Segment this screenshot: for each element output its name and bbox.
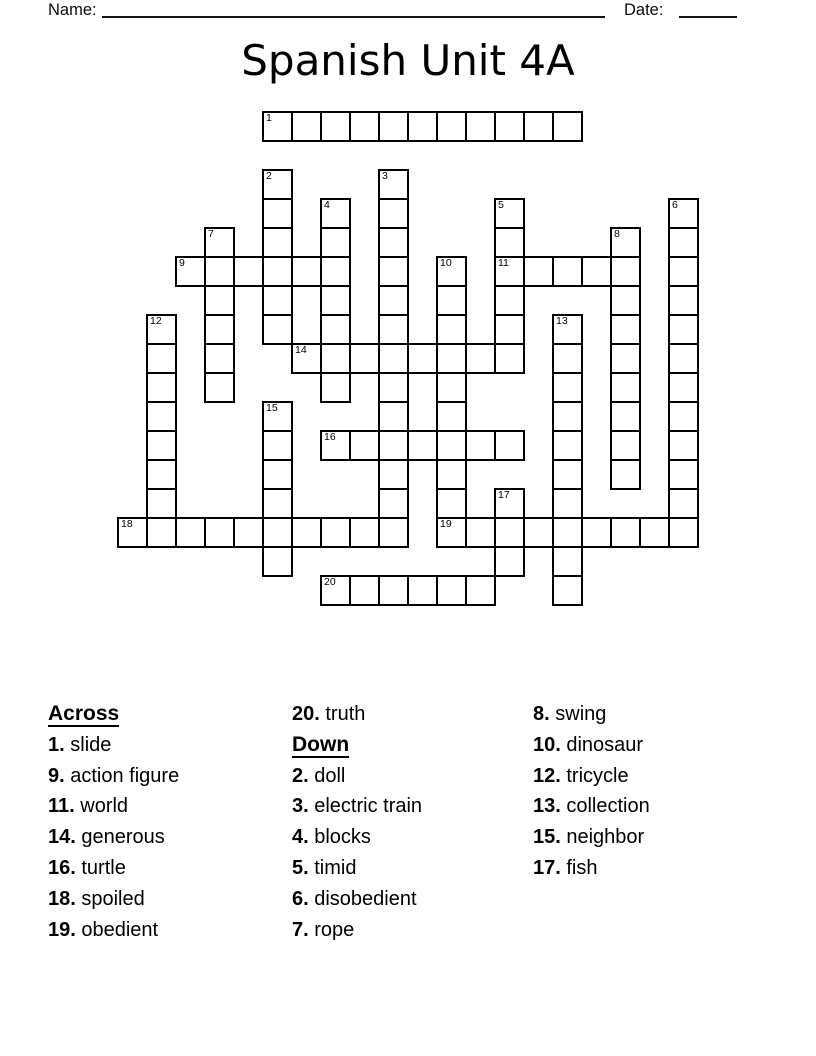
grid-cell[interactable] xyxy=(204,227,235,258)
cell-number: 11 xyxy=(498,257,509,269)
grid-cell[interactable] xyxy=(668,517,699,548)
across-clue-20 xyxy=(292,699,540,730)
grid-cell[interactable] xyxy=(668,430,699,461)
grid-cell[interactable] xyxy=(465,575,496,606)
cell-number: 14 xyxy=(295,344,307,356)
grid-cell[interactable] xyxy=(262,546,293,577)
down-clue-8 xyxy=(533,699,781,730)
grid-cell[interactable] xyxy=(320,256,351,287)
grid-cell[interactable] xyxy=(668,459,699,490)
down-clue-4 xyxy=(292,822,540,853)
grid-cell[interactable] xyxy=(262,111,293,142)
clue-text: dinosaur xyxy=(560,733,644,756)
clue-text: fish xyxy=(560,856,598,879)
clue-text: neighbor xyxy=(560,826,645,849)
clue-number: 13. xyxy=(533,795,561,818)
grid-cell[interactable] xyxy=(552,401,583,432)
grid-cell[interactable] xyxy=(610,314,641,345)
grid-cell[interactable] xyxy=(378,517,409,548)
grid-cell[interactable] xyxy=(436,372,467,403)
cell-number: 10 xyxy=(440,257,452,269)
grid-cell[interactable] xyxy=(552,372,583,403)
grid-cell[interactable] xyxy=(552,256,583,287)
across-clue-11 xyxy=(48,791,296,822)
grid-cell[interactable] xyxy=(668,401,699,432)
grid-cell[interactable] xyxy=(175,517,206,548)
grid-cell[interactable] xyxy=(320,517,351,548)
grid-cell[interactable] xyxy=(262,459,293,490)
down-clue-10 xyxy=(533,730,781,761)
clue-number: 3. xyxy=(292,795,309,818)
across-clue-14 xyxy=(48,822,296,853)
name-label: Name: xyxy=(48,1,97,19)
grid-cell[interactable] xyxy=(262,227,293,258)
grid-cell[interactable] xyxy=(552,111,583,142)
date-label: Date: xyxy=(624,1,664,19)
clue-text: slide xyxy=(64,733,112,756)
clue-header-text: Down xyxy=(292,732,350,756)
grid-cell[interactable] xyxy=(204,372,235,403)
grid-cell[interactable] xyxy=(378,575,409,606)
grid-cell[interactable] xyxy=(407,430,438,461)
grid-cell[interactable] xyxy=(378,372,409,403)
clue-text: electric train xyxy=(308,795,423,818)
grid-cell[interactable] xyxy=(494,343,525,374)
grid-cell[interactable] xyxy=(610,401,641,432)
clue-text: world xyxy=(74,795,129,818)
grid-cell[interactable] xyxy=(349,111,380,142)
clue-number: 1. xyxy=(48,733,65,756)
cell-number: 19 xyxy=(440,518,452,530)
clue-text: rope xyxy=(308,918,355,941)
clue-text: truth xyxy=(319,703,366,725)
grid-cell[interactable] xyxy=(262,169,293,200)
grid-cell[interactable] xyxy=(436,111,467,142)
clue-text: blocks xyxy=(308,826,371,849)
grid-cell[interactable] xyxy=(552,459,583,490)
clue-number: 10. xyxy=(533,733,561,756)
grid-cell[interactable] xyxy=(552,575,583,606)
grid-cell[interactable] xyxy=(233,517,264,548)
grid-cell[interactable] xyxy=(668,256,699,287)
clue-column-2 xyxy=(292,699,540,945)
grid-cell[interactable] xyxy=(320,343,351,374)
clue-number: 7. xyxy=(292,918,309,941)
grid-cell[interactable] xyxy=(146,401,177,432)
grid-cell[interactable] xyxy=(262,488,293,519)
grid-cell[interactable] xyxy=(204,314,235,345)
down-clue-3 xyxy=(292,791,540,822)
clue-text: turtle xyxy=(75,856,126,879)
grid-cell[interactable] xyxy=(378,459,409,490)
grid-cell[interactable] xyxy=(291,111,322,142)
grid-cell[interactable] xyxy=(552,430,583,461)
grid-cell[interactable] xyxy=(639,517,670,548)
grid-cell[interactable] xyxy=(436,517,467,548)
cell-number: 3 xyxy=(382,170,388,182)
grid-cell[interactable] xyxy=(668,227,699,258)
grid-cell[interactable] xyxy=(436,488,467,519)
grid-cell[interactable] xyxy=(523,256,554,287)
down-clue-12 xyxy=(533,761,781,792)
grid-cell[interactable] xyxy=(668,372,699,403)
grid-cell[interactable] xyxy=(494,227,525,258)
grid-cell[interactable] xyxy=(552,343,583,374)
across-header xyxy=(48,699,296,730)
grid-cell[interactable] xyxy=(436,256,467,287)
grid-cell[interactable] xyxy=(146,430,177,461)
cell-number: 6 xyxy=(672,199,678,211)
grid-cell[interactable] xyxy=(407,575,438,606)
grid-cell[interactable] xyxy=(407,343,438,374)
grid-cell[interactable] xyxy=(668,488,699,519)
grid-cell[interactable] xyxy=(204,517,235,548)
grid-cell[interactable] xyxy=(610,459,641,490)
grid-cell[interactable] xyxy=(465,430,496,461)
grid-cell[interactable] xyxy=(146,459,177,490)
grid-cell[interactable] xyxy=(262,285,293,316)
grid-cell[interactable] xyxy=(610,285,641,316)
grid-cell[interactable] xyxy=(117,517,148,548)
grid-cell[interactable] xyxy=(291,256,322,287)
date-blank-line xyxy=(679,16,737,18)
clue-number: 16. xyxy=(48,856,76,879)
clue-number: 8. xyxy=(533,703,550,725)
grid-cell[interactable] xyxy=(320,314,351,345)
cell-number: 18 xyxy=(121,518,133,530)
clue-text: spoiled xyxy=(75,887,145,910)
clue-number: 17. xyxy=(533,856,561,879)
clue-number: 18. xyxy=(48,887,76,910)
grid-cell[interactable] xyxy=(494,198,525,229)
name-blank-line xyxy=(102,16,605,18)
grid-cell[interactable] xyxy=(523,517,554,548)
clue-column-1 xyxy=(48,699,296,945)
down-clue-7 xyxy=(292,915,540,946)
grid-cell[interactable] xyxy=(204,343,235,374)
grid-cell[interactable] xyxy=(610,430,641,461)
grid-cell[interactable] xyxy=(378,256,409,287)
grid-cell[interactable] xyxy=(610,256,641,287)
grid-cell[interactable] xyxy=(494,430,525,461)
clue-number: 12. xyxy=(533,764,561,787)
grid-cell[interactable] xyxy=(320,227,351,258)
down-clue-15 xyxy=(533,822,781,853)
grid-cell[interactable] xyxy=(233,256,264,287)
clue-number: 2. xyxy=(292,764,309,787)
clue-number: 4. xyxy=(292,826,309,849)
grid-cell[interactable] xyxy=(494,546,525,577)
cell-number: 16 xyxy=(324,431,336,443)
grid-cell[interactable] xyxy=(610,517,641,548)
grid-cell[interactable] xyxy=(610,343,641,374)
grid-cell[interactable] xyxy=(610,227,641,258)
grid-cell[interactable] xyxy=(668,198,699,229)
cell-number: 4 xyxy=(324,199,330,211)
cell-number: 20 xyxy=(324,576,336,588)
cell-number: 8 xyxy=(614,228,620,240)
grid-cell[interactable] xyxy=(407,111,438,142)
grid-cell[interactable] xyxy=(523,111,554,142)
grid-cell[interactable] xyxy=(349,343,380,374)
grid-cell[interactable] xyxy=(494,256,525,287)
grid-cell[interactable] xyxy=(262,430,293,461)
clue-number: 14. xyxy=(48,826,76,849)
clue-text: timid xyxy=(308,856,357,879)
clue-header-text: Across xyxy=(48,702,120,725)
grid-cell[interactable] xyxy=(378,343,409,374)
grid-cell[interactable] xyxy=(146,488,177,519)
grid-cell[interactable] xyxy=(436,285,467,316)
grid-cell[interactable] xyxy=(146,517,177,548)
grid-cell[interactable] xyxy=(552,314,583,345)
cell-number: 12 xyxy=(150,315,162,327)
grid-cell[interactable] xyxy=(320,372,351,403)
grid-cell[interactable] xyxy=(146,372,177,403)
grid-cell[interactable] xyxy=(378,314,409,345)
grid-cell[interactable] xyxy=(320,198,351,229)
grid-cell[interactable] xyxy=(349,575,380,606)
grid-cell[interactable] xyxy=(552,546,583,577)
clue-number: 15. xyxy=(533,826,561,849)
across-clue-9 xyxy=(48,761,296,792)
grid-cell[interactable] xyxy=(581,256,612,287)
cell-number: 17 xyxy=(498,489,510,501)
grid-cell[interactable] xyxy=(436,459,467,490)
grid-cell[interactable] xyxy=(378,401,409,432)
grid-cell[interactable] xyxy=(349,430,380,461)
down-clue-17 xyxy=(533,853,781,884)
cell-number: 2 xyxy=(266,170,272,182)
grid-cell[interactable] xyxy=(668,314,699,345)
grid-cell[interactable] xyxy=(262,517,293,548)
grid-cell[interactable] xyxy=(204,256,235,287)
grid-cell[interactable] xyxy=(494,314,525,345)
grid-cell[interactable] xyxy=(320,575,351,606)
grid-cell[interactable] xyxy=(668,285,699,316)
grid-cell[interactable] xyxy=(436,575,467,606)
cell-number: 5 xyxy=(498,199,504,211)
grid-cell[interactable] xyxy=(436,430,467,461)
grid-cell[interactable] xyxy=(291,517,322,548)
cell-number: 1 xyxy=(266,112,272,124)
clue-number: 20. xyxy=(292,703,320,725)
clue-text: swing xyxy=(549,703,607,725)
grid-cell[interactable] xyxy=(436,401,467,432)
down-clue-5 xyxy=(292,853,540,884)
grid-cell[interactable] xyxy=(378,285,409,316)
across-clue-18 xyxy=(48,884,296,915)
clue-text: collection xyxy=(560,795,650,818)
clue-number: 5. xyxy=(292,856,309,879)
grid-cell[interactable] xyxy=(291,343,322,374)
across-clue-1 xyxy=(48,730,296,761)
down-header xyxy=(292,730,540,761)
grid-cell[interactable] xyxy=(204,285,235,316)
grid-cell[interactable] xyxy=(378,169,409,200)
grid-cell[interactable] xyxy=(494,488,525,519)
grid-cell[interactable] xyxy=(378,111,409,142)
grid-cell[interactable] xyxy=(494,517,525,548)
clue-text: disobedient xyxy=(308,887,417,910)
cell-number: 9 xyxy=(179,257,185,269)
clue-text: generous xyxy=(75,826,165,849)
clue-number: 19. xyxy=(48,918,76,941)
grid-cell[interactable] xyxy=(581,517,612,548)
grid-cell[interactable] xyxy=(610,372,641,403)
grid-cell[interactable] xyxy=(320,430,351,461)
grid-cell[interactable] xyxy=(262,401,293,432)
clue-number: 9. xyxy=(48,764,65,787)
grid-cell[interactable] xyxy=(378,430,409,461)
grid-cell[interactable] xyxy=(262,314,293,345)
clue-text: tricycle xyxy=(560,764,629,787)
grid-cell[interactable] xyxy=(552,517,583,548)
across-clue-19 xyxy=(48,915,296,946)
grid-cell[interactable] xyxy=(436,343,467,374)
grid-cell[interactable] xyxy=(465,343,496,374)
grid-cell[interactable] xyxy=(320,111,351,142)
grid-cell[interactable] xyxy=(262,256,293,287)
clue-number: 6. xyxy=(292,887,309,910)
down-clue-13 xyxy=(533,791,781,822)
grid-cell[interactable] xyxy=(552,488,583,519)
clue-column-3 xyxy=(533,699,781,884)
clue-text: doll xyxy=(308,764,346,787)
grid-cell[interactable] xyxy=(378,488,409,519)
grid-cell[interactable] xyxy=(494,285,525,316)
grid-cell[interactable] xyxy=(378,198,409,229)
grid-cell[interactable] xyxy=(494,111,525,142)
grid-cell[interactable] xyxy=(668,343,699,374)
cell-number: 13 xyxy=(556,315,568,327)
grid-cell[interactable] xyxy=(436,314,467,345)
grid-cell[interactable] xyxy=(146,314,177,345)
grid-cell[interactable] xyxy=(175,256,206,287)
grid-cell[interactable] xyxy=(262,198,293,229)
clue-text: obedient xyxy=(75,918,159,941)
grid-cell[interactable] xyxy=(378,227,409,258)
cell-number: 7 xyxy=(208,228,214,240)
down-clue-6 xyxy=(292,884,540,915)
grid-cell[interactable] xyxy=(349,517,380,548)
grid-cell[interactable] xyxy=(320,285,351,316)
clue-number: 11. xyxy=(48,795,75,818)
grid-cell[interactable] xyxy=(465,111,496,142)
cell-number: 15 xyxy=(266,402,278,414)
grid-cell[interactable] xyxy=(465,517,496,548)
clue-text: action figure xyxy=(64,764,180,787)
page-title: Spanish Unit 4A xyxy=(241,36,575,85)
grid-cell[interactable] xyxy=(146,343,177,374)
across-clue-16 xyxy=(48,853,296,884)
down-clue-2 xyxy=(292,761,540,792)
